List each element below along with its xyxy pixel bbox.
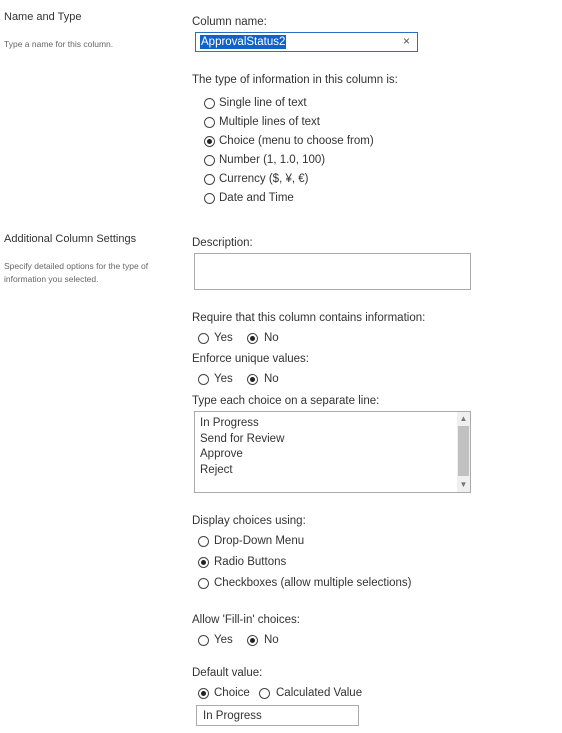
column-type-option-label[interactable]: Multiple lines of text [219, 116, 320, 128]
display-choice-option-label[interactable]: Checkboxes (allow multiple selections) [214, 577, 412, 589]
require-info-yes-radio[interactable] [198, 333, 209, 344]
column-type-radio-choice-menu-to-choose-from[interactable] [204, 136, 215, 147]
column-type-option-label[interactable]: Choice (menu to choose from) [219, 135, 374, 147]
scrollbar-thumb[interactable] [458, 426, 469, 476]
choice-line: Send for Review [200, 432, 285, 445]
column-type-radio-number-1-1-0-100[interactable] [204, 155, 215, 166]
choices-label: Type each choice on a separate line: [192, 395, 380, 407]
choices-scrollbar[interactable] [457, 412, 470, 492]
fill-in-label: Allow 'Fill-in' choices: [192, 614, 300, 626]
choices-textarea[interactable] [194, 411, 471, 493]
column-name-label: Column name: [192, 16, 267, 28]
fill-in-yes-radio[interactable] [198, 635, 209, 646]
column-name-input[interactable] [195, 32, 418, 52]
column-name-value: ApprovalStatus2 [201, 36, 286, 48]
column-type-radio-multiple-lines-of-text[interactable] [204, 117, 215, 128]
column-type-radio-single-line-of-text[interactable] [204, 98, 215, 109]
require-info-label: Require that this column contains information: [192, 312, 426, 324]
display-choice-option-label[interactable]: Radio Buttons [214, 556, 287, 568]
default-choice-label[interactable]: Choice [214, 687, 250, 699]
name-type-section-title: Name and Type [4, 11, 82, 23]
additional-settings-description-line2: information you selected. [4, 274, 99, 284]
display-choice-option-label[interactable]: Drop-Down Menu [214, 535, 305, 547]
column-type-radio-date-and-time[interactable] [204, 193, 215, 204]
clear-icon[interactable]: × [402, 34, 410, 48]
enforce-unique-label: Enforce unique values: [192, 353, 309, 365]
fill-in-no-radio[interactable] [247, 635, 258, 646]
enforce-unique-yes-radio[interactable] [198, 374, 209, 385]
enforce-unique-yes-label[interactable]: Yes [214, 373, 233, 385]
choice-line: In Progress [200, 417, 259, 429]
column-type-option-label[interactable]: Single line of text [219, 97, 307, 109]
column-type-radio-currency[interactable] [204, 174, 215, 185]
description-label: Description: [192, 237, 253, 249]
choice-line: Reject [200, 463, 233, 476]
require-info-no-label[interactable]: No [264, 332, 279, 344]
name-type-section-description: Type a name for this column. [4, 39, 114, 49]
description-textarea[interactable] [194, 253, 471, 290]
default-value-input[interactable] [196, 705, 359, 726]
default-calculated-label[interactable]: Calculated Value [276, 687, 363, 699]
enforce-unique-no-label[interactable]: No [264, 373, 279, 385]
column-type-option-label[interactable]: Currency ($, ¥, €) [219, 173, 309, 185]
scroll-down-icon[interactable]: ▼ [459, 480, 468, 489]
display-choices-label: Display choices using: [192, 515, 306, 527]
fill-in-yes-label[interactable]: Yes [214, 634, 233, 646]
display-choice-radio-drop-down-menu[interactable] [198, 536, 209, 547]
default-calculated-radio[interactable] [259, 688, 270, 699]
enforce-unique-no-radio[interactable] [247, 374, 258, 385]
choice-line: Approve [200, 448, 243, 460]
default-value-label: Default value: [192, 667, 263, 679]
additional-settings-section-title: Additional Column Settings [4, 233, 137, 245]
display-choice-radio-radio-buttons[interactable] [198, 557, 209, 568]
require-info-no-radio[interactable] [247, 333, 258, 344]
fill-in-no-label[interactable]: No [264, 634, 279, 646]
display-choice-radio-checkboxes-allow-multiple-selections[interactable] [198, 578, 209, 589]
require-info-yes-label[interactable]: Yes [214, 332, 233, 344]
default-value-text: In Progress [203, 710, 262, 722]
column-type-option-label[interactable]: Number (1, 1.0, 100) [219, 154, 326, 166]
scroll-up-icon[interactable]: ▲ [459, 414, 468, 423]
choices-list [200, 416, 284, 478]
column-type-label: The type of information in this column is: [192, 74, 398, 86]
column-type-option-label[interactable]: Date and Time [219, 192, 294, 204]
additional-settings-description-line1: Specify detailed options for the type of [4, 261, 149, 271]
default-choice-radio[interactable] [198, 688, 209, 699]
